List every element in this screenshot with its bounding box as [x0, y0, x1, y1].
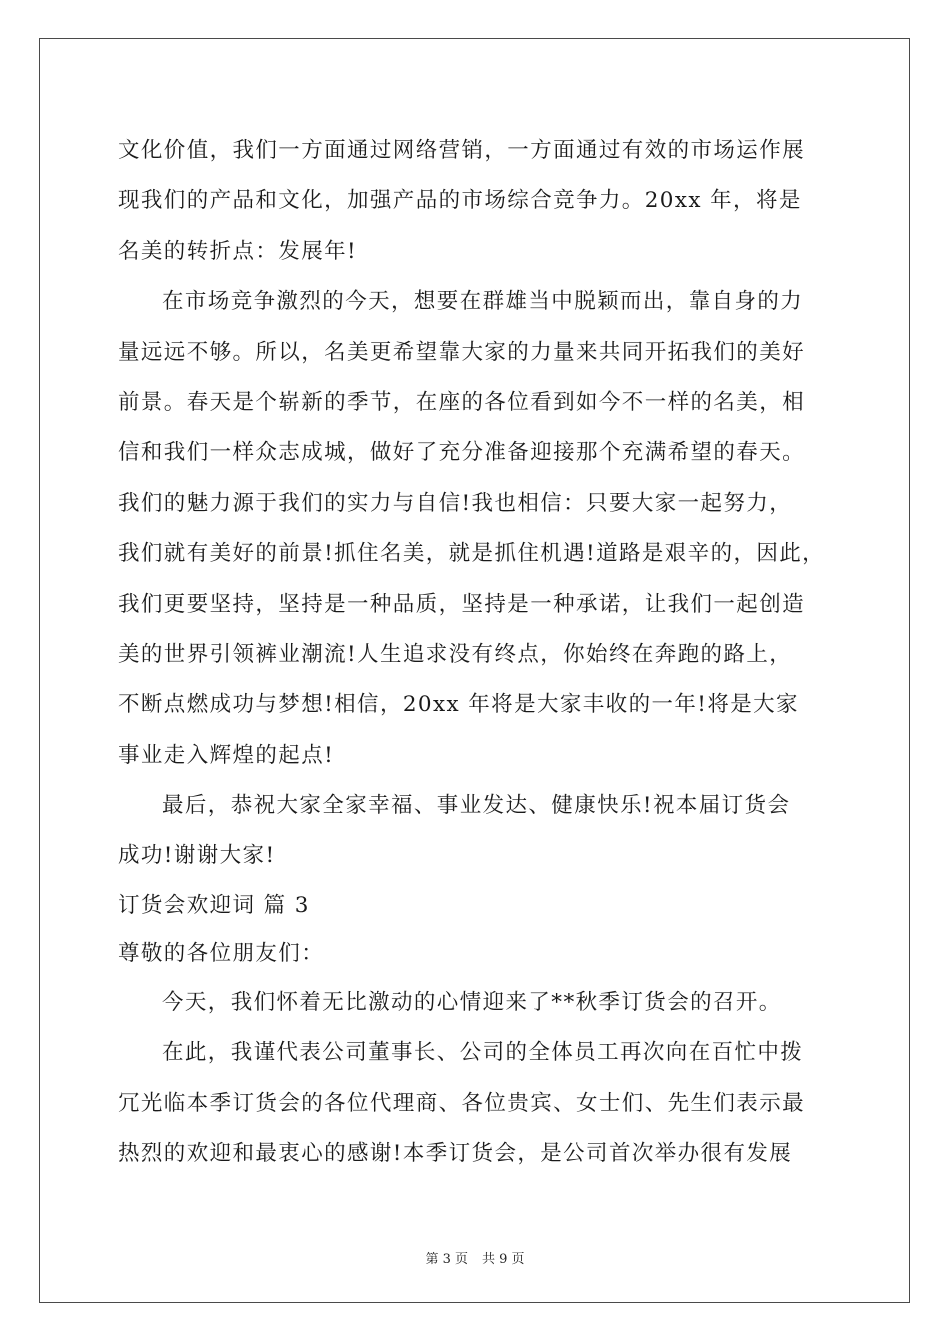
page-footer: [0, 1248, 950, 1267]
paragraph-line: 我们就有美好的前景!抓住名美，就是抓住机遇!道路是艰辛的，因此，: [118, 541, 826, 567]
paragraph-line: 冗光临本季订货会的各位代理商、各位贵宾、女士们、先生们表示最: [118, 1090, 806, 1116]
paragraph-line: 名美的转折点：发展年!: [118, 238, 358, 264]
paragraph-line: 今天，我们怀着无比激动的心情迎来了**秋季订货会的召开。: [162, 989, 782, 1015]
salutation: 尊敬的各位朋友们：: [118, 940, 325, 966]
paragraph-line: 量远远不够。所以，名美更希望靠大家的力量来共同开拓我们的美好: [118, 339, 806, 365]
paragraph-line: 热烈的欢迎和最衷心的感谢!本季订货会，是公司首次举办很有发展: [118, 1141, 793, 1167]
paragraph-line: 现我们的产品和文化，加强产品的市场综合竞争力。20xx 年，将是: [118, 188, 802, 214]
paragraph-line: 事业走入辉煌的起点!: [118, 742, 335, 768]
paragraph-line: 美的世界引领裤业潮流!人生追求没有终点，你始终在奔跑的路上，: [118, 641, 793, 667]
paragraph-line: 文化价值，我们一方面通过网络营销，一方面通过有效的市场运作展: [118, 138, 806, 163]
paragraph-line: 在市场竞争激烈的今天，想要在群雄当中脱颖而出，靠自身的力: [162, 289, 804, 315]
paragraph-line: 最后，恭祝大家全家幸福、事业发达、健康快乐!祝本届订货会: [162, 793, 791, 819]
page-number: 第 3 页: [425, 1252, 468, 1267]
paragraph-line: 信和我们一样众志成城，做好了充分准备迎接那个充满希望的春天。: [118, 440, 806, 466]
paragraph-line: 在此，我谨代表公司董事长、公司的全体员工再次向在百忙中拨: [162, 1040, 804, 1066]
paragraph-line: 前景。春天是个崭新的季节，在座的各位看到如今不一样的名美，相: [118, 389, 806, 415]
document-body: [118, 126, 838, 1179]
paragraph-line: 成功!谢谢大家!: [118, 843, 276, 869]
section-heading: 订货会欢迎词 篇 3: [118, 892, 310, 918]
paragraph-line: 我们的魅力源于我们的实力与自信!我也相信：只要大家一起努力，: [118, 490, 793, 516]
page-total: 共 9 页: [482, 1252, 525, 1267]
paragraph-line: 不断点燃成功与梦想!相信，20xx 年将是大家丰收的一年!将是大家: [118, 692, 799, 718]
paragraph-line: 我们更要坚持，坚持是一种品质，坚持是一种承诺，让我们一起创造: [118, 591, 806, 617]
